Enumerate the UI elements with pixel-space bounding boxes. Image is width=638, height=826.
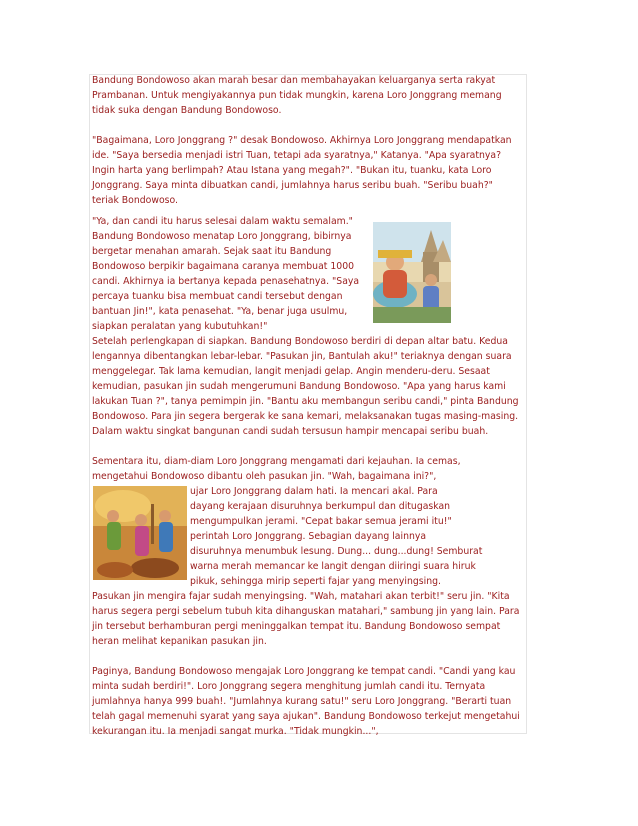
text-line: kekurangan itu. Ia menjadi sangat murka. "Tidak mungkin...", bbox=[92, 726, 379, 737]
text-line: Prambanan. Untuk mengiyakannya pun tidak mungkin, karena Loro Jonggrang memang bbox=[92, 90, 502, 101]
text-line: percaya tuanku bisa membuat candi tersebut dengan bbox=[92, 291, 343, 302]
text-line: warna merah memancar ke langit dengan diiringi suara hiruk bbox=[190, 561, 476, 572]
text-line: harus segera pergi sebelum tubuh kita dihanguskan matahari," sambung jin yang lain. Para bbox=[92, 606, 520, 617]
text-line: bergetar menahan amarah. Sejak saat itu Bandung bbox=[92, 246, 332, 257]
text-line: pikuk, sehingga mirip seperti fajar yang menyingsing. bbox=[190, 576, 441, 587]
text-line: Ingin harta yang berlimpah? Atau Istana yang megah?". "Bukan itu, tuanku, kata Loro bbox=[92, 165, 492, 176]
text-line: heran melihat kepanikan pasukan jin. bbox=[92, 636, 267, 647]
text-line: lakukan Tuan ?", tanya pemimpin jin. "Bantu aku membangun seribu candi," pinta Bandung bbox=[92, 396, 519, 407]
text-line: teriak Bondowoso. bbox=[92, 195, 178, 206]
text-line: ujar Loro Jonggrang dalam hati. Ia mencari akal. Para bbox=[190, 486, 438, 497]
paragraph-5 bbox=[92, 664, 528, 739]
text-line: Bondowoso berpikir bagaimana caranya membuat 1000 bbox=[92, 261, 355, 272]
story-text bbox=[92, 73, 528, 739]
text-line: lengannya dibentangkan lebar-lebar. "Pasukan jin, Bantulah aku!" teriaknya dengan suara bbox=[92, 351, 512, 362]
paragraph-1 bbox=[92, 73, 528, 118]
text-line: mengumpulkan jerami. "Cepat bakar semua jerami itu!" bbox=[190, 516, 452, 527]
text-line: Setelah perlengkapan di siapkan. Bandung Bondowoso berdiri di depan altar batu. Kedua bbox=[92, 336, 508, 347]
text-line: tidak suka dengan Bandung Bondowoso. bbox=[92, 105, 282, 116]
text-line: bantuan Jin!", kata penasehat. "Ya, benar juga usulmu, bbox=[92, 306, 348, 317]
text-line: perintah Loro Jonggrang. Sebagian dayang lainnya bbox=[190, 531, 427, 542]
text-line: "Ya, dan candi itu harus selesai dalam waktu semalam." bbox=[92, 216, 353, 227]
text-line: siapkan peralatan yang kubutuhkan!" bbox=[92, 321, 268, 332]
text-line: minta sudah berdiri!". Loro Jonggrang segera menghitung jumlah candi itu. Ternyata bbox=[92, 681, 486, 692]
text-line: telah gagal memenuhi syarat yang saya ajukan". Bandung Bondowoso terkejut mengetahui bbox=[92, 711, 520, 722]
text-line: disuruhnya menumbuk lesung. Dung... dung...dung! Semburat bbox=[190, 546, 483, 557]
text-line: dayang kerajaan disuruhnya berkumpul dan ditugaskan bbox=[190, 501, 451, 512]
text-line: "Bagaimana, Loro Jonggrang ?" desak Bondowoso. Akhirnya Loro Jonggrang mendapatkan bbox=[92, 135, 512, 146]
text-line: Jonggrang. Saya minta dibuatkan candi, jumlahnya harus seribu buah. "Seribu buah?" bbox=[92, 180, 493, 191]
paragraph-3 bbox=[92, 214, 528, 439]
text-line: candi. Akhirnya ia bertanya kepada penasehatnya. "Saya bbox=[92, 276, 360, 287]
text-line: mengetahui Bondowoso dibantu oleh pasukan jin. "Wah, bagaimana ini?", bbox=[92, 471, 437, 482]
text-line: Sementara itu, diam-diam Loro Jonggrang mengamati dari kejauhan. Ia cemas, bbox=[92, 456, 461, 467]
text-line: Pasukan jin mengira fajar sudah menyingsing. "Wah, matahari akan terbit!" seru jin. "Kita bbox=[92, 591, 510, 602]
text-line: menggelegar. Tak lama kemudian, langit menjadi gelap. Angin menderu-deru. Sesaat bbox=[92, 366, 490, 377]
text-line: kemudian, pasukan jin sudah mengerumuni Bandung Bondowoso. "Apa yang harus kami bbox=[92, 381, 506, 392]
text-line: ide. "Saya bersedia menjadi istri Tuan, tetapi ada syaratnya," Katanya. "Apa syaratnya? bbox=[92, 150, 502, 161]
text-line: jin tersebut berhamburan pergi meninggalkan tempat itu. Bandung Bondowoso sempat bbox=[92, 621, 501, 632]
text-line: Bandung Bondowoso akan marah besar dan membahayakan keluarganya serta rakyat bbox=[92, 75, 496, 86]
text-line: Bandung Bondowoso menatap Loro Jonggrang, bibirnya bbox=[92, 231, 352, 242]
paragraph-4 bbox=[92, 454, 528, 649]
paragraph-2 bbox=[92, 133, 528, 208]
text-line: Dalam waktu singkat bangunan candi sudah tersusun hampir mencapai seribu buah. bbox=[92, 426, 489, 437]
text-line: jumlahnya hanya 999 buah!. "Jumlahnya kurang satu!" seru Loro Jonggrang. "Berarti tuan bbox=[92, 696, 512, 707]
text-line: Paginya, Bandung Bondowoso mengajak Loro Jonggrang ke tempat candi. "Candi yang kau bbox=[92, 666, 516, 677]
text-line: Bondowoso. Para jin segera bergerak ke sana kemari, melaksanakan tugas masing-masing. bbox=[92, 411, 519, 422]
